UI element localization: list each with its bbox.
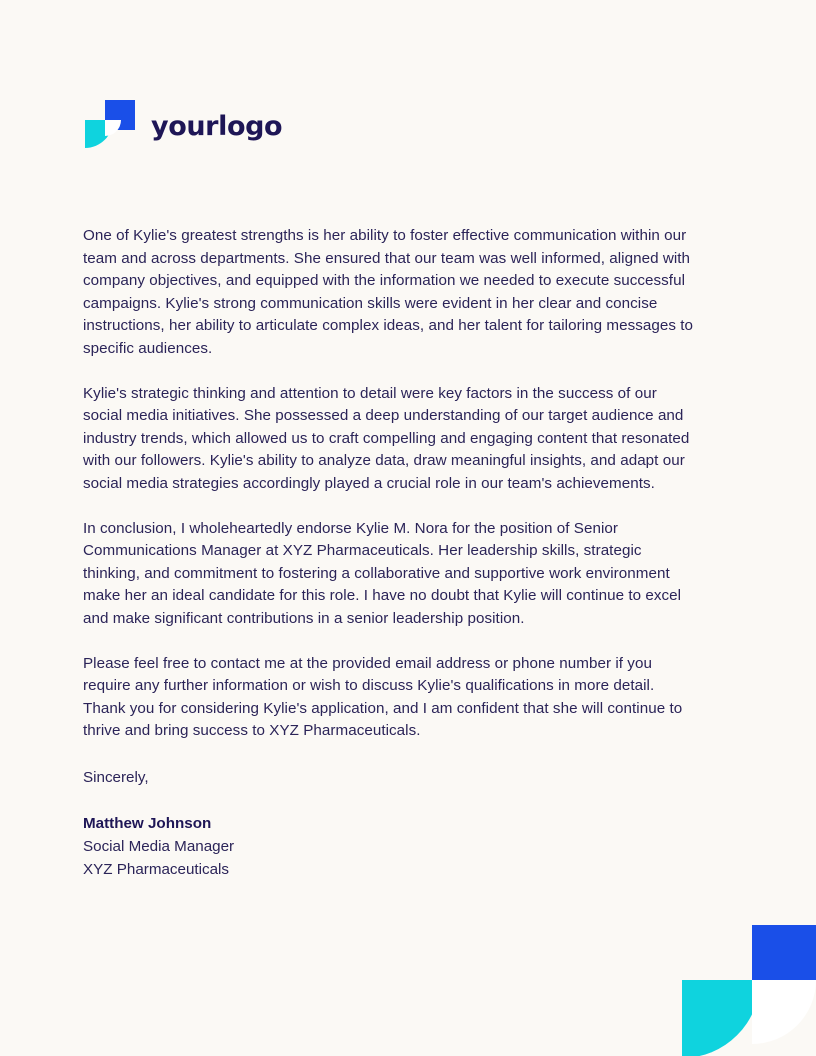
paragraph-4: Please feel free to contact me at the provided email address or phone number if you require any further information or wish to discuss Kylie's qualifications in more detail. Thank you for considering Kylie's application, and I am confident that she will continue to thrive and bring success to XYZ Pharmaceuticals. bbox=[83, 654, 683, 740]
corner-decoration bbox=[670, 915, 816, 1056]
signer-name: Matthew Johnson bbox=[83, 815, 212, 833]
brand-logo-icon bbox=[83, 98, 137, 154]
closing-salutation: Sincerely, bbox=[83, 768, 149, 786]
signer-company: XYZ Pharmaceuticals bbox=[83, 860, 230, 878]
paragraph-2: Kylie's strategic thinking and attention to detail were key factors in the success of our social media initiatives. She possessed a deep understanding of our target audience and industry trends, which allowed us to craft compelling and engaging content that resonated with our followers. Kylie's ability to analyze data, draw meaningful insights, and adapt our social media strategies accordingly played a crucial role in our team's achievements. bbox=[83, 384, 690, 492]
signer-title: Social Media Manager bbox=[83, 838, 235, 856]
letterhead bbox=[83, 96, 282, 156]
letter-body bbox=[83, 225, 698, 881]
paragraph-3: In conclusion, I wholeheartedly endorse Kylie M. Nora for the position of Senior Communications Manager at XYZ Pharmaceuticals. Her leadership skills, strategic thinking, and commitment to fostering a collaborative and supportive work environment make her an ideal candidate for this role. I have no doubt that Kylie will continue to excel and make significant contributions in a senior leadership position. bbox=[83, 519, 682, 627]
signature-block bbox=[83, 813, 698, 881]
brand-wordmark: yourlogo bbox=[151, 110, 283, 142]
paragraph-1: One of Kylie's greatest strengths is her ability to foster effective communication within our team and across departments. She ensured that our team was well informed, aligned with company objectives, and equipped with the information we needed to execute successful campaigns. Kylie's strong communication skills were evident in her clear and concise instructions, her ability to articulate complex ideas, and her talent for tailoring messages to specific audiences. bbox=[83, 227, 694, 357]
